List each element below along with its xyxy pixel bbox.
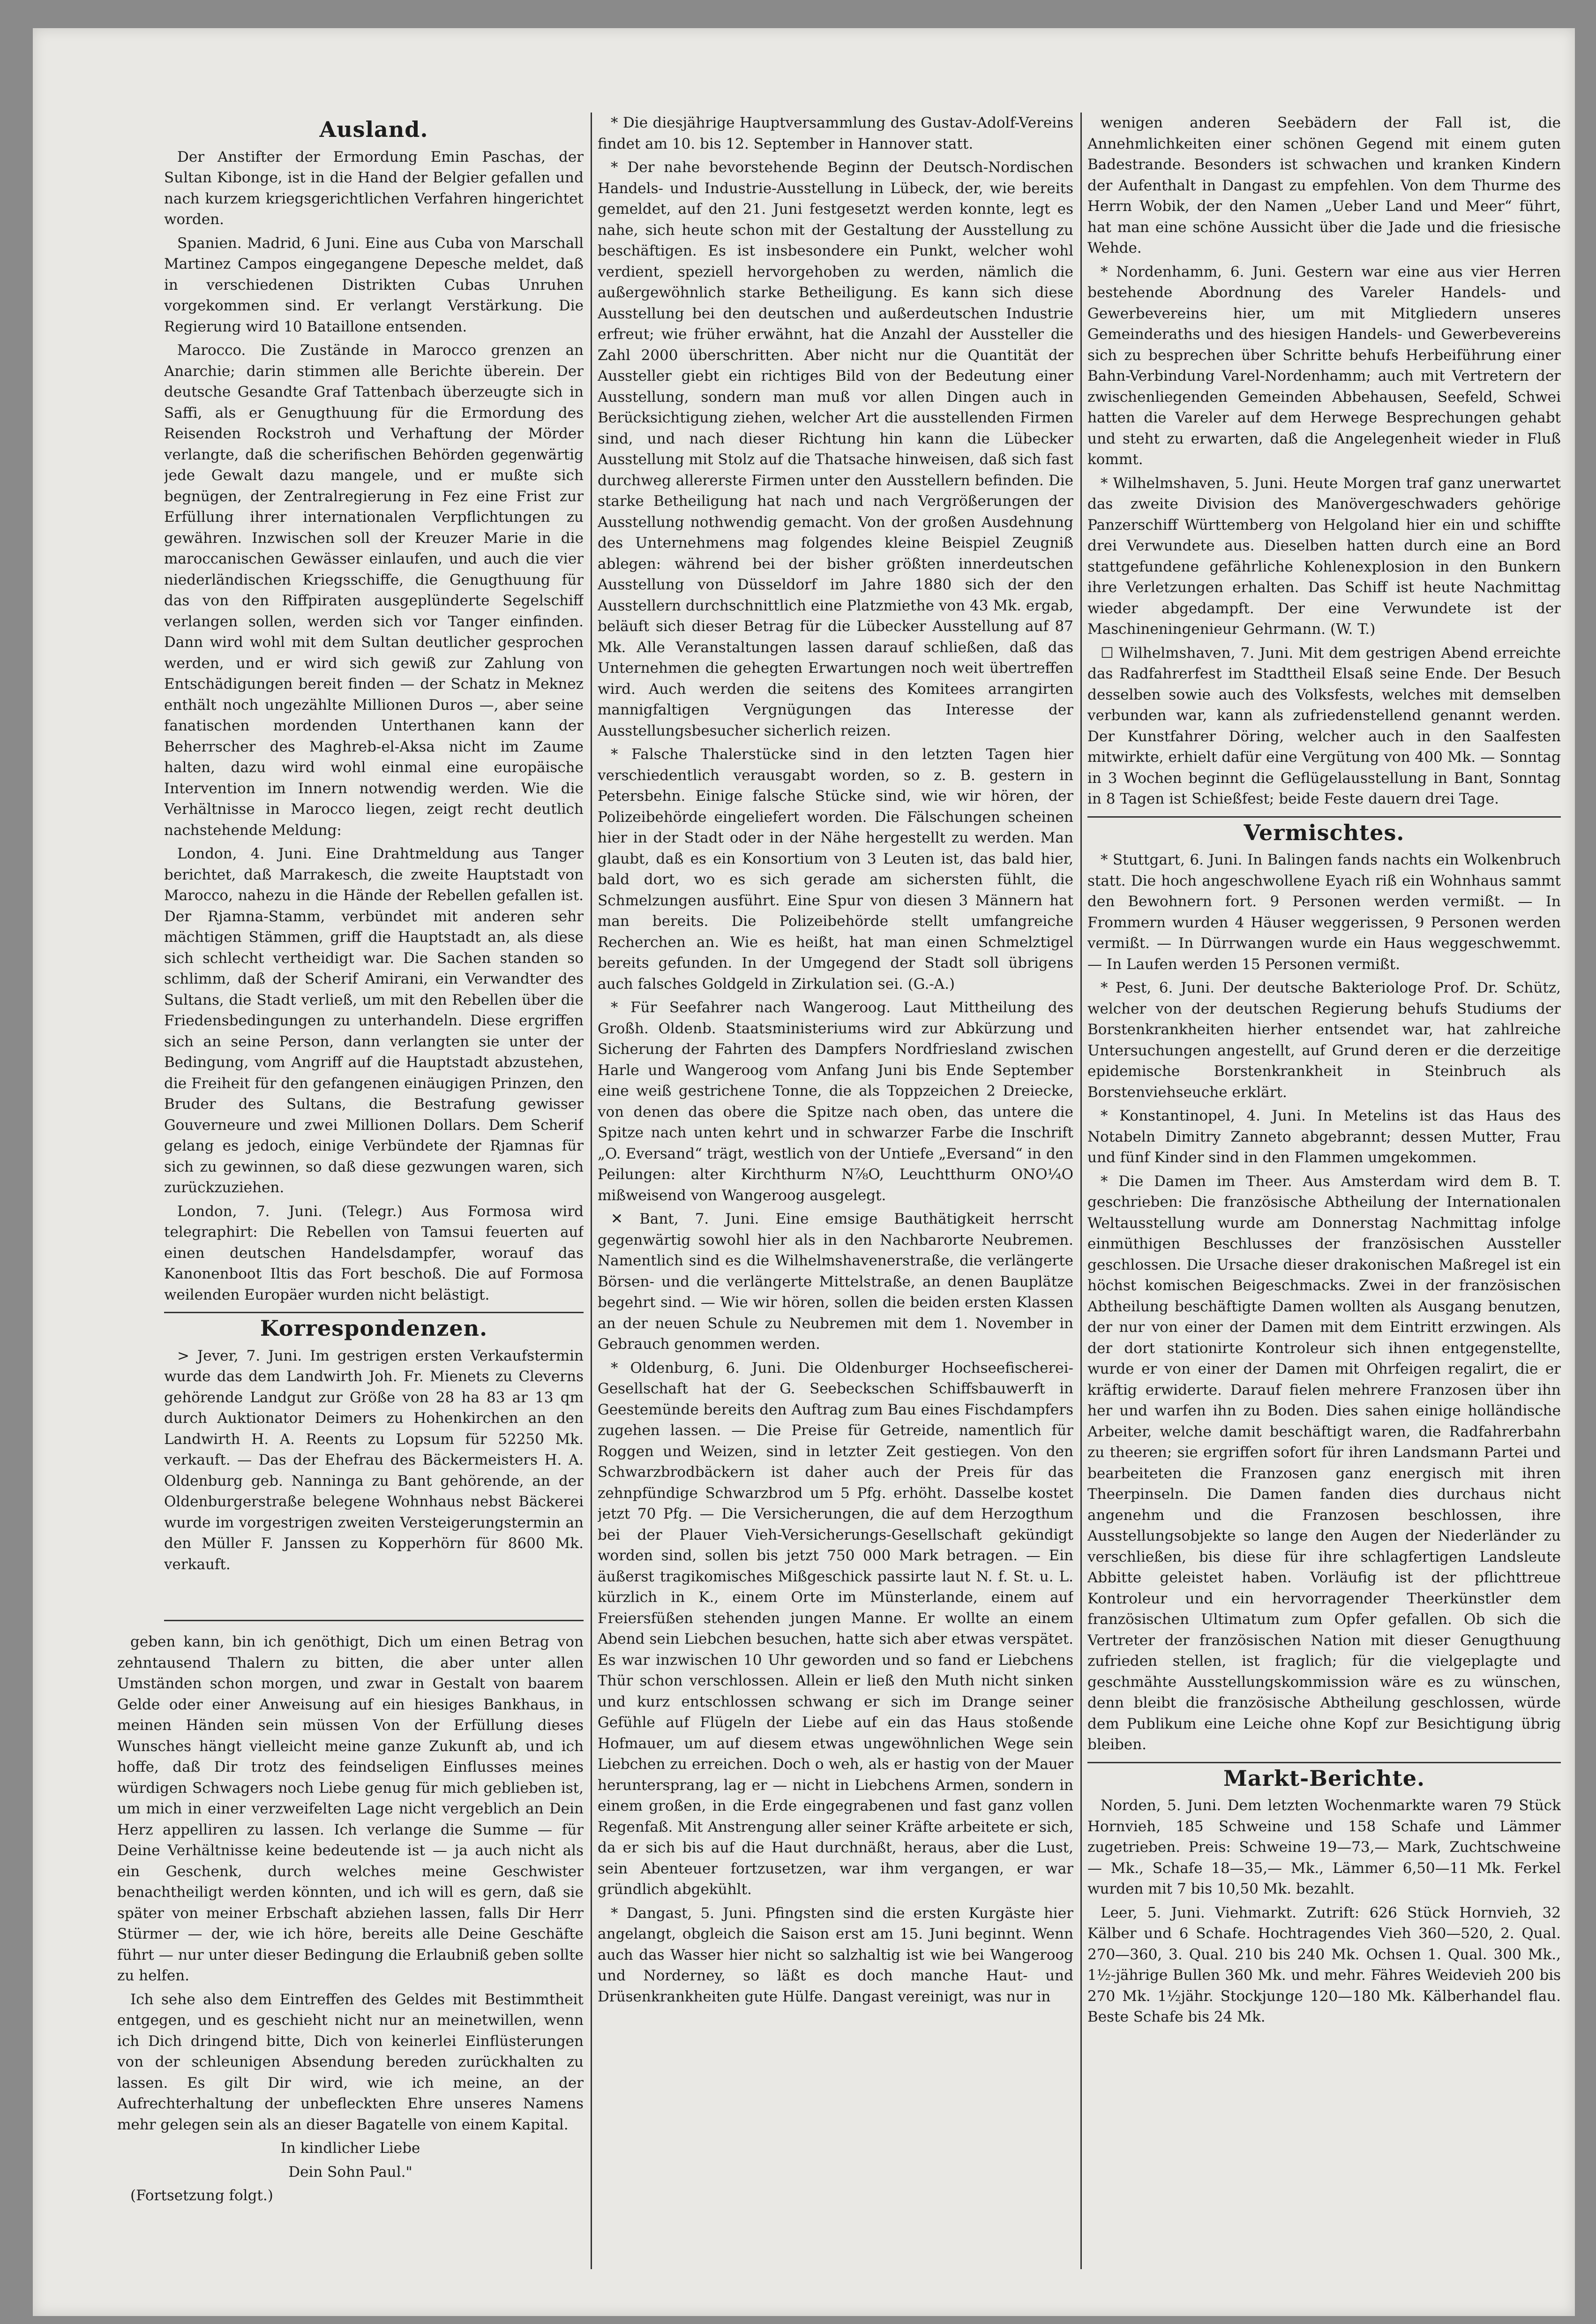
article-paragraph: Norden, 5. Juni. Dem letzten Wochenmarkte waren 79 Stück Hornvieh, 185 Schweine und 158 Schafe und Lämmer zugetrieben. Preis: Schweine 19—73,— Mark, Zuchtschweine — Mk., Schafe 18—35,— Mk., Lämmer 6,50—11 Mk. Ferkel wurden mit 7 bis 10,50 Mk. bezahlt. xyxy=(1087,1797,1561,1897)
column-serial-story xyxy=(117,1632,584,2255)
article-paragraph: * Oldenburg, 6. Juni. Die Oldenburger Hochseefischerei-Gesellschaft hat der G. Seebeckschen Schiffsbauwerft in Geestemünde bereits den Auftrag zum Bau eines Fischdampfers zugehen lassen. — Die Preise für Getreide, namentlich für Roggen und Weizen, sind in letzter Zeit gestiegen. Von den Schwarzbrodbäckern ist daher auch der Preis für das zehnpfündige Schwarzbrod um 5 Pfg. erhöht. Dasselbe kostet jetzt 70 Pfg. — Die Versicherungen, die auf dem Herzogthum bei der Plauer Vieh-Versicherungs-Gesellschaft gekündigt worden sind, sollen bis jetzt 750 000 Mark betragen. — Ein äußerst tragikomisches Mißgeschick passirte laut N. f. St. u. L. kürzlich in K., einem Orte im Münsterlande, einem auf Freiersfüßen stehenden jungen Manne. Er wollte an einem Abend sein Liebchen besuchen, hatte sich aber etwas verspätet. Es war inzwischen 10 Uhr geworden und so fand er Liebchens Thür schon verschlossen. Allein er ließ den Muth nicht sinken und kurz entschlossen schwang er sich im Drange seiner Gefühle auf Flügeln der Liebe auf ein das Haus stoßende Hofmauer, um auf diesem etwas ungewöhnlichen Wege sein Liebchen zu erreichen. Doch o weh, als er hastig von der Mauer heruntersprang, lag er — nicht in Liebchens Armen, sondern in einem großen, in die Erde eingegrabenen und fast ganz vollen Regenfaß. Mit Anstrengung aller seiner Kräfte arbeitete er sich, da er sich bis auf die Haut durchnäßt, heraus, aber die Lust, sein Abenteuer fortzusetzen, war ihm vergangen, er war gründlich abgekühlt. xyxy=(598,1359,1073,1898)
article-paragraph: * Stuttgart, 6. Juni. In Balingen fands nachts ein Wolkenbruch statt. Die hoch angeschwollene Eyach riß ein Wohnhaus sammt den Bewohnern fort. 9 Personen werden vermißt. — In Frommern wurden 4 Häuser weggerissen, 9 Personen werden vermißt. — In Dürrwangen wurde ein Haus weggeschwemmt. — In Laufen werden 15 Personen vermißt. xyxy=(1087,851,1561,973)
article-paragraph: * Pest, 6. Juni. Der deutsche Bakteriologe Prof. Dr. Schütz, welcher von der deutschen Regierung behufs Studiums der Borstenkrankheiten hierher entsendet war, hat zahlreiche Untersuchungen angestellt, auf Grund deren er die derzeitige epidemische Borstenkrankheit in Steinbruch als Borstenviehseuche erklärt. xyxy=(1087,979,1561,1101)
article-paragraph: * Falsche Thalerstücke sind in den letzten Tagen hier verschiedentlich verausgabt worden, so z. B. gestern in Petersbehn. Einige falsche Stücke sind, wie wir hören, der Polizeibehörde eingeliefert worden. Die Fälschungen scheinen hier in der Stadt oder in der Nähe hergestellt zu werden. Man glaubt, daß es ein Konsortium von 3 Leuten ist, das bald hier, bald dort, wo es sich gerade am sichersten fühlt, die Schmelzungen ausführt. Eine Spur von diesen 3 Männern hat man bereits. Die Polizeibehörde stellt umfangreiche Recherchen an. Wie es heißt, hat man einen Schmelztigel bereits gefunden. In der Umgegend der Stadt soll übrigens auch falsches Goldgeld in Zirkulation sei. (G.-A.) xyxy=(598,746,1073,993)
article-paragraph: * Dangast, 5. Juni. Pfingsten sind die ersten Kurgäste hier angelangt, obgleich die Saison erst am 15. Juni beginnt. Wenn auch das Wasser hier nicht so salzhaltig ist wie bei Wangeroog und Norderney, so läßt es doch manche Haut- und Drüsenkrankheiten gute Hülfe. Dangast vereinigt, was nur in xyxy=(598,1904,1073,2005)
article-paragraph: London, 7. Juni. (Telegr.) Aus Formosa wird telegraphirt: Die Rebellen von Tamsui feuerten auf einen deutschen Handelsdampfer, worauf das Kanonenboot Iltis das Fort beschoß. Die auf Formosa weilenden Europäer wurden nicht belästigt. xyxy=(164,1203,584,1303)
column-local-news xyxy=(598,113,1073,2269)
article-paragraph: geben kann, bin ich genöthigt, Dich um einen Betrag von zehntausend Thalern zu bitten, die aber unter allen Umständen schon morgen, und zwar in Gestalt von baarem Gelde oder einer Anweisung auf ein hiesiges Bankhaus, in meinen Händen sein müssen Von der Erfüllung dieses Wunsches hängt vielleicht meine ganze Zukunft ab, und ich hoffe, daß Dir trotz des feindseligen Einflusses meines würdigen Schwagers noch Liebe genug für mich geblieben ist, um mich in einer verzweifelten Lage nicht vergeblich an Dein Herz appelliren zu lassen. Ich verlange die Summe — für Deine Verhältnisse keine bedeutende ist — ja auch nicht als ein Geschenk, durch welches meine Geschwister benachtheiligt werden könnten, und ich will es gern, daß sie später von meiner Erbschaft abziehen lassen, falls Dir Herr Stürmer — der, wie ich höre, bereits alle Deine Geschäfte führt — nur unter dieser Bedingung die Erlaubniß geben sollte zu helfen. xyxy=(117,1633,584,1984)
section-heading: Vermischtes. xyxy=(1087,816,1561,843)
article-paragraph: Marocco. Die Zustände in Marocco grenzen an Anarchie; darin stimmen alle Berichte überein. Der deutsche Gesandte Graf Tattenbach überzeugte sich in Saffi, als er Genugthuung für die Ermordung des Reisenden Rockstroh und Verhaftung der Mörder verlangte, daß die scherifischen Behörden gegenwärtig jede Gewalt dazu mangele, und er mußte sich begnügen, der Zentralregierung in Fez eine Frist zur Erfüllung ihrer internationalen Verpflichtungen zu gewähren. Inzwischen soll der Kreuzer Marie in die maroccanischen Gewässer einlaufen, und auch die vier niederländischen Kriegsschiffe, die Genugthuung für das von den Riffpiraten ausgeplünderte Segelschiff verlangen sollen, werden sich vor Tanger einfinden. Dann wird wohl mit dem Sultan deutlicher gesprochen werden, und er wird sich gewiß zur Zahlung von Entschädigungen bereit finden — der Schatz in Meknez enthält noch ungezählte Millionen Duros —, aber seine fanatischen mordenden Unterthanen kann der Beherrscher des Maghreb-el-Aksa nicht im Zaume halten, dazu wird wohl einmal eine europäische Intervention im Innern notwendig werden. Wie die Verhältnisse in Marocco liegen, zeigt recht deutlich nachstehende Meldung: xyxy=(164,342,584,839)
signature-line: Dein Sohn Paul." xyxy=(288,2163,412,2181)
article-paragraph: ✕ Bant, 7. Juni. Eine emsige Bauthätigkeit herrscht gegenwärtig sowohl hier als in den Nachbarorte Neubremen. Namentlich sind es die Wilhelmshavenerstraße, die verlängerte Börsen- und die verlängerte Mittelstraße, an denen Bauplätze begehrt sind. — Wie wir hören, sollen die beiden ersten Klassen an der neuen Schule zu Neubremen mit dem 1. November in Gebrauch genommen werden. xyxy=(598,1211,1073,1353)
column-divider xyxy=(591,113,592,2269)
column-ausland xyxy=(164,113,584,1594)
article-paragraph: Spanien. Madrid, 6 Juni. Eine aus Cuba von Marschall Martinez Campos eingegangene Depesche meldet, daß in verschiedenen Distrikten Cubas Unruhen vorgekommen sind. Er verlangt Verstärkung. Die Regierung wird 10 Bataillone entsenden. xyxy=(164,234,584,335)
article-paragraph: * Der nahe bevorstehende Beginn der Deutsch-Nordischen Handels- und Industrie-Ausstellung in Lübeck, der, wie bereits gemeldet, auf den 21. Juni festgesetzt werden konnte, legt es nahe, sich heute schon mit der Gestaltung der Ausstellung zu beschäftigen. Es ist insbesondere ein Punkt, welcher wohl verdient, speziell hervorgehoben zu werden, nämlich die außergewöhnlich starke Betheiligung. Es kann sich diese Ausstellung bei den deutschen und außerdeutschen Industrie erfreut; wie früher erwähnt, hat die Anzahl der Aussteller die Zahl 2000 überschritten. Aber nicht nur die Quantität der Aussteller giebt ein richtiges Bild von der Bedeutung einer Ausstellung, sondern man muß vor allen Dingen auch in Berücksichtigung ziehen, welcher Art die ausstellenden Firmen sind, und nach dieser Richtung hin kann die Lübecker Ausstellung mit Stolz auf die Thatsache hinweisen, daß sich fast durchweg allererste Firmen unter den Ausstellern befinden. Die starke Betheiligung hat nach und nach Vergrößerungen der Ausstellung nothwendig gemacht. Von der großen Ausdehnung des Unternehmens mag folgendes kleine Beispiel Zeugniß ablegen: während bei der bisher größten innerdeutschen Ausstellung von Düsseldorf im Jahre 1880 sich der den Ausstellern durchschnittlich eine Platzmiethe von 43 Mk. ergab, beläuft sich dieser Betrag für die Lübecker Ausstellung auf 87 Mk. Alle Veranstaltungen lassen darauf schließen, daß das Unternehmen die gehegten Erwartungen noch weit übertreffen wird. Auch werden die seitens des Komitees arrangirten mannigfaltigen Vergnügungen das Interesse der Ausstellungsbesucher sicherlich reizen. xyxy=(598,159,1073,739)
article-paragraph: * Konstantinopel, 4. Juni. In Metelins ist das Haus des Notabeln Dimitry Zanneto abgebrannt; dessen Mutter, Frau und fünf Kinder sind in den Flammen umgekommen. xyxy=(1087,1107,1561,1166)
article-paragraph: * Für Seefahrer nach Wangeroog. Laut Mittheilung des Großh. Oldenb. Staatsministeriums wird zur Abkürzung und Sicherung der Fahrten des Dampfers Nordfriesland zwischen Harle und Wangeroog vom Anfang Juni bis Ende September eine weiß gestrichene Tonne, die als Toppzeichen 2 Dreiecke, von denen das obere die Spitze nach oben, das untere die Spitze nach unten kehrt und in schwarzer Farbe die Inschrift „O. Eversand“ trägt, westlich von der Untiefe „Eversand“ in den Peilungen: alter Kirchthurm N⅞O, Leuchtthurm ONO¼O mißweisend von Wangeroog ausgelegt. xyxy=(598,999,1073,1204)
section-heading: Markt-Berichte. xyxy=(1087,1762,1561,1789)
article-paragraph: * Nordenhamm, 6. Juni. Gestern war eine aus vier Herren bestehende Abordnung des Vareler Handels- und Gewerbevereins hier, um mit Mitgliedern unseres Gemeinderaths und des hiesigen Handels- und Gewerbevereins sich zu besprechen über Schritte behufs Herbeiführung einer Bahn-Verbindung Varel-Nordenhamm; auch mit Vertretern der zwischenliegenden Gemeinden Abbehausen, Seefeld, Schwei hatten die Vareler auf dem Herwege Besprechungen gehabt und steht zu erwarten, daß die Angelegenheit wieder in Fluß kommt. xyxy=(1087,263,1561,468)
article-paragraph: * Die Damen im Theer. Aus Amsterdam wird dem B. T. geschrieben: Die französische Abtheilung der Internationalen Weltausstellung wurde am Donnerstag Nachmittag infolge einmüthigen Beschlusses der französischen Aussteller geschlossen. Die Ursache dieser drakonischen Maßregel ist ein höchst komischen Beigeschmacks. Zwei in der französischen Abtheilung beschäftigte Damen wollten als Ausgang benutzen, der nur von einer der Damen mit dem Eintritt erzwingen. Als der dort stationirte Kontroleur sich ihnen entgegenstellte, wurde er von einer der Damen mit Ohrfeigen regalirt, die er kräftig erwiderte. Darauf fielen mehrere Franzosen über ihn her und warfen ihn zu Boden. Dies sahen einige holländische Arbeiter, welche damit beschäftigt waren, die Radfahrerbahn zu theeren; sie ergriffen sofort für ihren Landsmann Partei und bearbeiteten die Franzosen ganz energisch mit ihren Theerpinseln. Die Damen fanden dies durchaus nicht angenehm und die Franzosen beschlossen, ihre Ausstellungsobjekte so lange den Augen der Niederländer zu verschließen, bis diese für ihre schlagfertigen Landsleute Abbitte geleistet haben. Vorläufig ist der pflichttreue Kontroleur und ein hervorragender Theerkünstler dem französischen Ultimatum zum Opfer gefallen. Ob sich die Vertreter der französischen Nation mit dieser Genugthuung zufrieden stellen, ist fraglich; für die vielgeplagte und geschmähte Ausstellungskommission wäre es zu wünschen, denn bleibt die französische Abtheilung geschlossen, würde dem Publikum eine Leiche ohne Kopf zur Besichtigung übrig bleiben. xyxy=(1087,1173,1561,1753)
section-heading: Korrespondenzen. xyxy=(164,1312,584,1339)
article-paragraph: Ich sehe also dem Eintreffen des Geldes mit Bestimmtheit entgegen, und es geschieht nicht nur an meinetwillen, wenn ich Dich dringend bitte, Dich von keinerlei Einflüsterungen von der schleunigen Absendung bereden zurückhalten zu lassen. Es gilt Dir wird, wie ich meine, an der Aufrechterhaltung der unbefleckten Ehre unseres Namens mehr gelegen sein als an dieser Bagatelle von einem Kapital. xyxy=(117,1991,584,2133)
article-paragraph: ☐ Wilhelmshaven, 7. Juni. Mit dem gestrigen Abend erreichte das Radfahrerfest im Stadttheil Elsaß seine Ende. Der Besuch desselben sowie auch des Volksfests, welches mit demselben verbunden war, kann als zufriedenstellend genannt werden. Der Kunstfahrer Döring, welcher auch in den Saalfesten mitwirkte, erhielt dafür eine Vergütung von 400 Mk. — Sonntag in 3 Wochen beginnt die Geflügelausstellung in Bant, Sonntag in 8 Tagen ist Schießfest; beide Feste dauern drei Tage. xyxy=(1087,644,1561,807)
article-paragraph: (Fortsetzung folgt.) xyxy=(130,2187,273,2204)
column-divider xyxy=(1080,113,1082,2269)
newspaper-page xyxy=(33,28,1575,2316)
column-mixed-news xyxy=(1087,113,1561,2269)
section-heading: Ausland. xyxy=(319,117,428,142)
article-paragraph: Leer, 5. Juni. Viehmarkt. Zutrift: 626 Stück Hornvieh, 32 Kälber und 6 Schafe. Hochtragendes Vieh 360—520, 2. Qual. 270—360, 3. Qual. 210 bis 240 Mk. Ochsen 1. Qual. 300 Mk., 1½-jährige Bullen 360 Mk. und mehr. Fähres Weidevieh 200 bis 270 Mk. 1½jähr. Stockjunge 120—180 Mk. Kälberhandel flau. Beste Schafe bis 24 Mk. xyxy=(1087,1904,1561,2025)
article-paragraph: wenigen anderen Seebädern der Fall ist, die Annehmlichkeiten einer schönen Gegend mit einem guten Badestrande. Besonders ist schwachen und kranken Kindern der Aufenthalt in Dangast zu empfehlen. Von dem Thurme des Herrn Wobik, der den Namen „Ueber Land und Meer“ führt, hat man eine schöne Aussicht über die Jade und die friesische Wehde. xyxy=(1087,114,1561,256)
serial-divider xyxy=(164,1620,584,1621)
article-paragraph: * Wilhelmshaven, 5. Juni. Heute Morgen traf ganz unerwartet das zweite Division des Manövergeschwaders gehörige Panzerschiff Württemberg von Helgoland hier ein und schiffte drei Verwundete aus. Dieselben hatten durch eine an Bord stattgefundene gefährliche Kohlenexplosion in den Bunkern ihre Verletzungen erhalten. Das Schiff ist heute Nachmittag wieder abgedampft. Der eine Verwundete ist der Maschineningenieur Gehrmann. (W. T.) xyxy=(1087,474,1561,638)
article-paragraph: * Die diesjährige Hauptversammlung des Gustav-Adolf-Vereins findet am 10. bis 12. September in Hannover statt. xyxy=(598,114,1073,152)
article-paragraph: Der Anstifter der Ermordung Emin Paschas, der Sultan Kibonge, ist in die Hand der Belgier gefallen und nach kurzem kriegsgerichtlichen Verfahren hingerichtet worden. xyxy=(164,148,584,228)
article-paragraph: > Jever, 7. Juni. Im gestrigen ersten Verkaufstermin wurde das dem Landwirth Joh. Fr. Mienets zu Cleverns gehörende Landgut zur Größe von 28 ha 83 ar 13 qm durch Auktionator Deimers zu Hohenkirchen an den Landwirth H. A. Reents zu Lopsum für 52250 Mk. verkauft. — Das der Ehefrau des Bäckermeisters H. A. Oldenburg geb. Nanninga zu Bant gehörende, an der Oldenburgerstraße belegene Wohnhaus nebst Bäckerei wurde im vorgestrigen zweiten Versteigerungstermin an den Müller F. Janssen zu Kopperhörn für 8600 Mk. verkauft. xyxy=(164,1347,584,1573)
signature-line: In kindlicher Liebe xyxy=(280,2140,420,2157)
article-paragraph: London, 4. Juni. Eine Drahtmeldung aus Tanger berichtet, daß Marrakesch, die zweite Hauptstadt von Marocco, nahezu in die Hände der Rebellen gefallen ist. Der Rjamna-Stamm, verbündet mit anderen sehr mächtigen Stämmen, griff die Hauptstadt an, als diese sich schlecht vertheidigt war. Die Sachen standen so schlimm, daß der Scherif Amirani, ein Verwandter des Sultans, die Stadt verließ, um mit den Rebellen über die Friedensbedingungen zu unterhandeln. Diese ergriffen sich an seine Person, dann verlangten sie unter der Bedingung, vom Angriff auf die Hauptstadt abzustehen, die Freiheit für den gefangenen einäugigen Prinzen, den Bruder des Sultans, die Bestrafung gewisser Gouverneure und zwei Millionen Dollars. Dem Scherif gelang es jedoch, einige Verbündete der Rjamnas für sich zu gewinnen, so daß diese gezwungen waren, sich zurückzuziehen. xyxy=(164,845,584,1196)
